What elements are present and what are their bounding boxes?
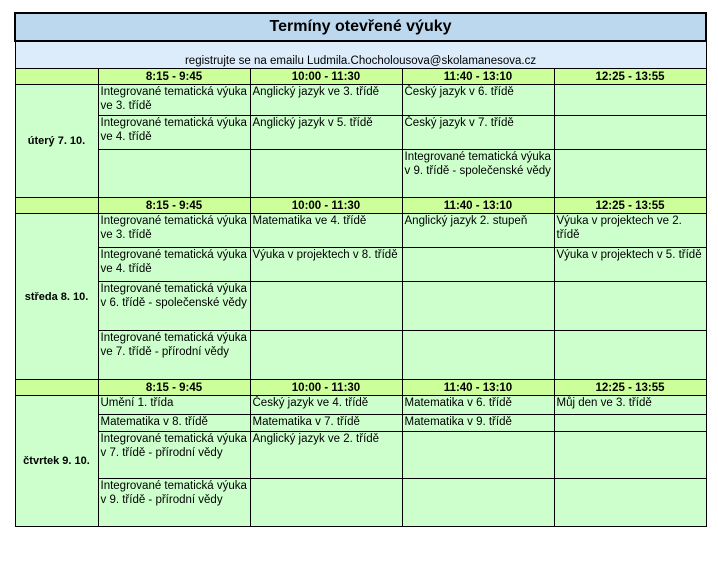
lesson-cell: Matematika v 6. třídě xyxy=(402,396,554,415)
lesson-cell xyxy=(402,331,554,380)
schedule-container xyxy=(14,12,705,527)
schedule-row xyxy=(15,396,706,415)
lesson-cell: Integrované tematická výuka ve 3. třídě xyxy=(98,85,250,116)
lesson-cell: Integrované tematická výuka ve 7. třídě - přírodní vědy xyxy=(98,331,250,380)
time-slot-header: 8:15 - 9:45 xyxy=(98,69,250,85)
lesson-cell: Matematika v 7. třídě xyxy=(250,415,402,432)
lesson-cell: Můj den ve 3. třídě xyxy=(554,396,706,415)
schedule-row xyxy=(15,282,706,331)
lesson-cell: Matematika v 9. třídě xyxy=(402,415,554,432)
lesson-cell: Integrované tematická výuka v 9. třídě - přírodní vědy xyxy=(98,479,250,527)
lesson-cell xyxy=(250,282,402,331)
time-slot-header: 12:25 - 13:55 xyxy=(554,69,706,85)
time-header-row xyxy=(15,380,706,396)
lesson-cell: Matematika v 8. třídě xyxy=(98,415,250,432)
time-header-row xyxy=(15,198,706,214)
time-slot-header: 8:15 - 9:45 xyxy=(98,198,250,214)
lesson-cell: Český jazyk v 6. třídě xyxy=(402,85,554,116)
header-corner-cell xyxy=(15,380,98,396)
time-slot-header: 11:40 - 13:10 xyxy=(402,198,554,214)
lesson-cell: Integrované tematická výuka v 6. třídě - společenské vědy xyxy=(98,282,250,331)
lesson-cell xyxy=(402,479,554,527)
lesson-cell: Integrované tematická výuka v 9. třídě - společenské vědy xyxy=(402,150,554,198)
schedule-row xyxy=(15,331,706,380)
registration-note: registrujte se na emailu Ludmila.Chocholousova@skolamanesova.cz xyxy=(15,41,706,69)
lesson-cell: Anglický jazyk ve 3. třídě xyxy=(250,85,402,116)
time-slot-header: 11:40 - 13:10 xyxy=(402,69,554,85)
lesson-cell xyxy=(554,116,706,150)
day-label: čtvrtek 9. 10. xyxy=(15,396,98,527)
lesson-cell: Anglický jazyk 2. stupeň xyxy=(402,214,554,248)
lesson-cell: Výuka v projektech v 8. třídě xyxy=(250,248,402,282)
time-slot-header: 8:15 - 9:45 xyxy=(98,380,250,396)
header-corner-cell xyxy=(15,198,98,214)
lesson-cell: Integrované tematická výuka v 7. třídě - přírodní vědy xyxy=(98,432,250,479)
lesson-cell xyxy=(402,282,554,331)
open-lessons-table xyxy=(14,12,707,527)
day-label: středa 8. 10. xyxy=(15,214,98,380)
lesson-cell xyxy=(402,432,554,479)
day-label: úterý 7. 10. xyxy=(15,85,98,198)
time-slot-header: 11:40 - 13:10 xyxy=(402,380,554,396)
lesson-cell: Český jazyk ve 4. třídě xyxy=(250,396,402,415)
schedule-row xyxy=(15,116,706,150)
time-slot-header: 12:25 - 13:55 xyxy=(554,380,706,396)
schedule-row xyxy=(15,479,706,527)
lesson-cell xyxy=(402,248,554,282)
schedule-row xyxy=(15,214,706,248)
lesson-cell: Výuka v projektech ve 2. třídě xyxy=(554,214,706,248)
schedule-row xyxy=(15,85,706,116)
schedule-row xyxy=(15,248,706,282)
lesson-cell: Výuka v projektech v 5. třídě xyxy=(554,248,706,282)
lesson-cell xyxy=(554,282,706,331)
lesson-cell: Matematika ve 4. třídě xyxy=(250,214,402,248)
lesson-cell xyxy=(554,150,706,198)
time-slot-header: 10:00 - 11:30 xyxy=(250,69,402,85)
time-header-row xyxy=(15,69,706,85)
lesson-cell xyxy=(554,479,706,527)
lesson-cell: Integrované tematická výuka ve 4. třídě xyxy=(98,248,250,282)
time-slot-header: 10:00 - 11:30 xyxy=(250,198,402,214)
lesson-cell xyxy=(98,150,250,198)
lesson-cell: Integrované tematická výuka ve 3. třídě xyxy=(98,214,250,248)
table-body xyxy=(15,13,706,527)
schedule-row xyxy=(15,415,706,432)
header-corner-cell xyxy=(15,69,98,85)
lesson-cell: Český jazyk v 7. třídě xyxy=(402,116,554,150)
schedule-row xyxy=(15,150,706,198)
schedule-row xyxy=(15,432,706,479)
lesson-cell xyxy=(250,331,402,380)
page-title: Termíny otevřené výuky xyxy=(15,13,706,41)
time-slot-header: 10:00 - 11:30 xyxy=(250,380,402,396)
lesson-cell: Anglický jazyk v 5. třídě xyxy=(250,116,402,150)
lesson-cell xyxy=(554,415,706,432)
lesson-cell xyxy=(554,331,706,380)
lesson-cell: Anglický jazyk ve 2. třídě xyxy=(250,432,402,479)
lesson-cell xyxy=(250,479,402,527)
lesson-cell xyxy=(554,85,706,116)
lesson-cell: Integrované tematická výuka ve 4. třídě xyxy=(98,116,250,150)
lesson-cell xyxy=(250,150,402,198)
lesson-cell xyxy=(554,432,706,479)
lesson-cell: Umění 1. třída xyxy=(98,396,250,415)
time-slot-header: 12:25 - 13:55 xyxy=(554,198,706,214)
